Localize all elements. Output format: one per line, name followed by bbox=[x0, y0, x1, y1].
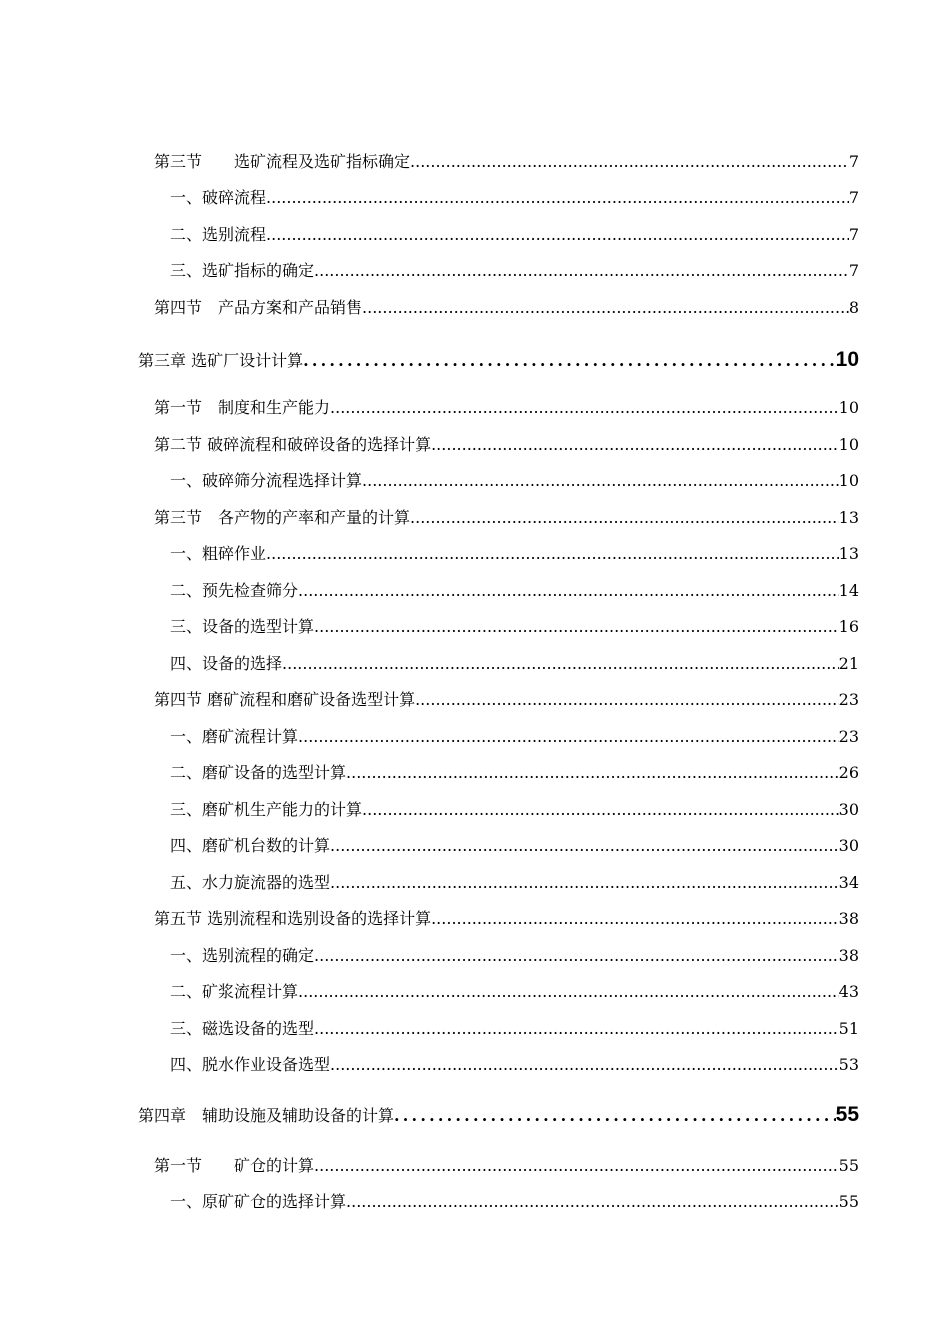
toc-entry-title: 第三章 选矿厂设计计算 bbox=[138, 351, 304, 370]
toc-entry-section[interactable] bbox=[154, 1154, 859, 1178]
dot-leader bbox=[266, 542, 839, 566]
toc-entry-item[interactable] bbox=[170, 1017, 859, 1041]
dot-leader bbox=[330, 1053, 839, 1077]
toc-entry-title: 第一节 制度和生产能力 bbox=[154, 398, 331, 417]
toc-entry-item[interactable] bbox=[170, 725, 859, 749]
toc-entry-title: 二、磨矿设备的选型计算 bbox=[170, 763, 347, 782]
toc-entry-page-number: 38 bbox=[838, 909, 859, 928]
toc-entry-item[interactable] bbox=[170, 615, 859, 639]
dot-leader bbox=[298, 579, 839, 603]
toc-entry-page-number: 26 bbox=[838, 763, 859, 782]
toc-entry-title: 一、选别流程的确定 bbox=[170, 946, 315, 965]
toc-entry-title: 一、粗碎作业 bbox=[170, 544, 267, 563]
toc-entry-page-number: 7 bbox=[848, 188, 859, 207]
toc-entry-page-number: 53 bbox=[838, 1055, 859, 1074]
toc-entry-title: 第五节 选别流程和选别设备的选择计算 bbox=[154, 909, 432, 928]
toc-entry-item[interactable] bbox=[170, 980, 859, 1004]
toc-entry-title: 五、水力旋流器的选型 bbox=[170, 873, 331, 892]
dot-leader bbox=[314, 259, 849, 283]
toc-entry-page-number: 13 bbox=[838, 544, 859, 563]
dot-leader bbox=[298, 725, 839, 749]
toc-entry-section[interactable] bbox=[154, 907, 859, 931]
toc-entry-section[interactable] bbox=[154, 688, 859, 712]
toc-entry-chapter[interactable] bbox=[138, 345, 859, 375]
toc-entry-title: 第三节 选矿流程及选矿指标确定 bbox=[154, 152, 411, 171]
toc-entry-title: 三、设备的选型计算 bbox=[170, 617, 315, 636]
toc-entry-item[interactable] bbox=[170, 223, 859, 247]
toc-entry-page-number: 7 bbox=[848, 152, 859, 171]
toc-entry-title: 二、预先检查筛分 bbox=[170, 581, 299, 600]
toc-entry-page-number: 55 bbox=[835, 1103, 859, 1126]
dot-leader bbox=[362, 798, 839, 822]
toc-entry-page-number: 30 bbox=[838, 836, 859, 855]
toc-entry-title: 一、原矿矿仓的选择计算 bbox=[170, 1192, 347, 1211]
dot-leader bbox=[362, 296, 849, 320]
toc-entry-section[interactable] bbox=[154, 150, 859, 174]
toc-entry-title: 四、设备的选择 bbox=[170, 654, 283, 673]
toc-entry-title: 四、磨矿机台数的计算 bbox=[170, 836, 331, 855]
dot-leader bbox=[410, 506, 839, 530]
toc-entry-title: 四、脱水作业设备选型 bbox=[170, 1055, 331, 1074]
toc-entry-item[interactable] bbox=[170, 186, 859, 210]
dot-leader bbox=[362, 469, 839, 493]
toc-entry-page-number: 10 bbox=[835, 348, 859, 371]
dot-leader bbox=[346, 1190, 839, 1214]
toc-entry-page-number: 7 bbox=[848, 261, 859, 280]
dot-leader bbox=[415, 688, 839, 712]
toc-entry-item[interactable] bbox=[170, 259, 859, 283]
toc-entry-page-number: 38 bbox=[838, 946, 859, 965]
toc-entry-title: 第一节 矿仓的计算 bbox=[154, 1156, 315, 1175]
toc-entry-page-number: 55 bbox=[838, 1192, 859, 1211]
toc-entry-title: 第四节 产品方案和产品销售 bbox=[154, 298, 363, 317]
dot-leader bbox=[314, 944, 839, 968]
dot-leader bbox=[394, 1101, 836, 1131]
toc-entry-page-number: 16 bbox=[838, 617, 859, 636]
dot-leader bbox=[431, 433, 839, 457]
toc-entry-chapter[interactable] bbox=[138, 1100, 859, 1130]
toc-entry-page-number: 34 bbox=[838, 873, 859, 892]
toc-entry-item[interactable] bbox=[170, 542, 859, 566]
toc-entry-title: 二、矿浆流程计算 bbox=[170, 982, 299, 1001]
toc-entry-title: 三、磨矿机生产能力的计算 bbox=[170, 800, 363, 819]
toc-entry-item[interactable] bbox=[170, 469, 859, 493]
toc-entry-section[interactable] bbox=[154, 396, 859, 420]
dot-leader bbox=[266, 223, 849, 247]
toc-entry-page-number: 10 bbox=[838, 398, 859, 417]
toc-entry-page-number: 8 bbox=[848, 298, 859, 317]
dot-leader bbox=[431, 907, 839, 931]
toc-entry-title: 一、磨矿流程计算 bbox=[170, 727, 299, 746]
toc-entry-page-number: 10 bbox=[838, 471, 859, 490]
dot-leader bbox=[330, 834, 839, 858]
toc-entry-item[interactable] bbox=[170, 944, 859, 968]
toc-entry-item[interactable] bbox=[170, 798, 859, 822]
dot-leader bbox=[314, 1017, 839, 1041]
toc-entry-page-number: 13 bbox=[838, 508, 859, 527]
toc-entry-item[interactable] bbox=[170, 652, 859, 676]
toc-entry-section[interactable] bbox=[154, 433, 859, 457]
toc-entry-title: 第四节 磨矿流程和磨矿设备选型计算 bbox=[154, 690, 416, 709]
toc-entry-title: 第三节 各产物的产率和产量的计算 bbox=[154, 508, 411, 527]
toc-entry-title: 一、破碎筛分流程选择计算 bbox=[170, 471, 363, 490]
toc-entry-section[interactable] bbox=[154, 506, 859, 530]
toc-entry-page-number: 55 bbox=[838, 1156, 859, 1175]
dot-leader bbox=[314, 615, 839, 639]
toc-entry-page-number: 7 bbox=[848, 225, 859, 244]
dot-leader bbox=[346, 761, 839, 785]
dot-leader bbox=[282, 652, 839, 676]
toc-entry-title: 第二节 破碎流程和破碎设备的选择计算 bbox=[154, 435, 432, 454]
toc-entry-title: 三、磁选设备的选型 bbox=[170, 1019, 315, 1038]
dot-leader bbox=[410, 150, 849, 174]
dot-leader bbox=[266, 186, 849, 210]
toc-entry-item[interactable] bbox=[170, 579, 859, 603]
toc-entry-item[interactable] bbox=[170, 761, 859, 785]
dot-leader bbox=[330, 396, 839, 420]
dot-leader bbox=[330, 871, 839, 895]
toc-entry-page-number: 14 bbox=[838, 581, 859, 600]
toc-entry-page-number: 23 bbox=[838, 690, 859, 709]
dot-leader bbox=[298, 980, 839, 1004]
toc-entry-page-number: 23 bbox=[838, 727, 859, 746]
dot-leader bbox=[303, 346, 836, 376]
toc-entry-page-number: 30 bbox=[838, 800, 859, 819]
toc-entry-item[interactable] bbox=[170, 1190, 859, 1214]
toc-entry-section[interactable] bbox=[154, 296, 859, 320]
toc-entry-title: 一、破碎流程 bbox=[170, 188, 267, 207]
dot-leader bbox=[314, 1154, 839, 1178]
toc-entry-item[interactable] bbox=[170, 1053, 859, 1077]
toc-entry-page-number: 10 bbox=[838, 435, 859, 454]
toc-entry-page-number: 51 bbox=[838, 1019, 859, 1038]
toc-entry-item[interactable] bbox=[170, 871, 859, 895]
toc-entry-page-number: 21 bbox=[838, 654, 859, 673]
toc-entry-title: 二、选别流程 bbox=[170, 225, 267, 244]
toc-entry-item[interactable] bbox=[170, 834, 859, 858]
toc-entry-page-number: 43 bbox=[838, 982, 859, 1001]
toc-entry-title: 三、选矿指标的确定 bbox=[170, 261, 315, 280]
toc-entry-title: 第四章 辅助设施及辅助设备的计算 bbox=[138, 1106, 395, 1125]
